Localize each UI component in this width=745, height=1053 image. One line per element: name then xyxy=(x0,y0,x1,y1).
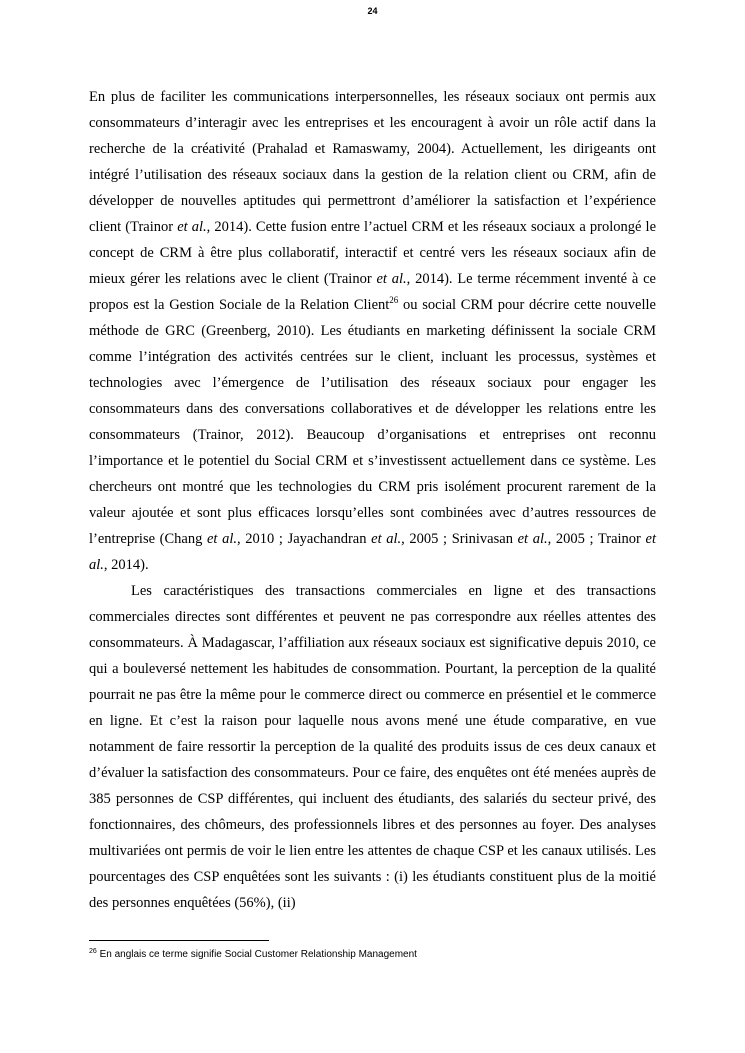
et-al: et al. xyxy=(376,271,407,287)
paragraph-1-text: , 2014). xyxy=(103,557,149,573)
et-al: et al. xyxy=(371,531,402,547)
et-al: et al. xyxy=(89,531,656,573)
et-al: et al. xyxy=(207,531,238,547)
paragraph-1-text: , 2005 ; Trainor xyxy=(547,531,646,547)
footnote-text: En anglais ce terme signifie Social Customer Relationship Management xyxy=(96,949,417,960)
paragraph-1-text: , 2014). Le terme récemment inventé à ce propos est la Gestion Sociale de la Relation Client xyxy=(89,271,656,313)
paragraph-1-text: En plus de faciliter les communications interpersonnelles, les réseaux sociaux ont permis aux consommateurs d’interagir avec les entreprises et les encouragent à avoir un rôle actif dans la recherche de la créativité (Prahalad et Ramaswamy, 2004). Actuellement, les dirigeants ont intégré l’utilisation des réseaux sociaux dans la gestion de la relation client ou CRM, afin de développer de nouvelles aptitudes qui permettront d’améliorer la satisfaction et l’expérience client (Trainor xyxy=(89,89,656,235)
paragraph-1-text: , 2005 ; Srinivasan xyxy=(401,531,518,547)
page-number: 24 xyxy=(367,6,378,16)
footnote-number: 26 xyxy=(89,948,97,955)
paragraph-1-text: , 2010 ; Jayachandran xyxy=(237,531,372,547)
footnote xyxy=(89,948,656,962)
footnote-divider xyxy=(89,940,269,941)
paragraph-1-text: ou social CRM pour décrire cette nouvelle méthode de GRC (Greenberg, 2010). Les étudiants en marketing définissent la sociale CRM comme l’intégration des activités centrées sur le client, incluant les processus, systèmes et technologies avec l’émergence de l’utilisation des réseaux sociaux pour engager les consommateurs dans des conversations collaboratives et de développer les relations entre les consommateurs (Trainor, 2012). Beaucoup d’organisations et entreprises ont reconnu l’importance et le potentiel du Social CRM et s’investissent actuellement dans ce système. Les chercheurs ont montré que les technologies du CRM pris isolément procurent rarement de la valeur ajoutée et sont plus efficaces lorsqu’elles sont combinées avec d’autres ressources de l’entreprise (Chang xyxy=(89,297,656,547)
paragraph-2: Les caractéristiques des transactions commerciales en ligne et des transactions commerciales directes sont différentes et peuvent ne pas correspondre aux réelles attentes des consommateurs. À Madagascar, l’affiliation aux réseaux sociaux est significative depuis 2010, ce qui a bouleversé nettement les habitudes de consommation. Pourtant, la perception de la qualité pourrait ne pas être la même pour le commerce direct ou commerce en présentiel et le commerce en ligne. Et c’est la raison pour laquelle nous avons mené une étude comparative, en vue notamment de faire ressortir la perception de la qualité des produits issus de ces deux canaux et d’évaluer la satisfaction des consommateurs. Pour ce faire, des enquêtes ont été menées auprès de 385 personnes de CSP différentes, qui incluent des étudiants, des salariés du secteur privé, des fonctionnaires, des chômeurs, des professionnels libres et des personnes au foyer. Des analyses multivariées ont permis de voir le lien entre les attentes de chaque CSP et les canaux utilisés. Les pourcentages des CSP enquêtées sont les suivants : (i) les étudiants constituent plus de la moitié des personnes enquêtées (56%), (ii) xyxy=(89,583,656,911)
et-al: et al. xyxy=(177,219,207,235)
footnote-reference[interactable]: 26 xyxy=(389,295,399,305)
body-text xyxy=(89,84,656,916)
paragraph-1-text: , 2014). Cette fusion entre l’actuel CRM et les réseaux sociaux a prolongé le concept de CRM à être plus collaboratif, interactif et centré vers les réseaux sociaux afin de mieux gérer les relations avec le client (Trainor xyxy=(89,219,656,287)
et-al: et al. xyxy=(517,531,548,547)
paragraph-1 xyxy=(89,84,656,578)
